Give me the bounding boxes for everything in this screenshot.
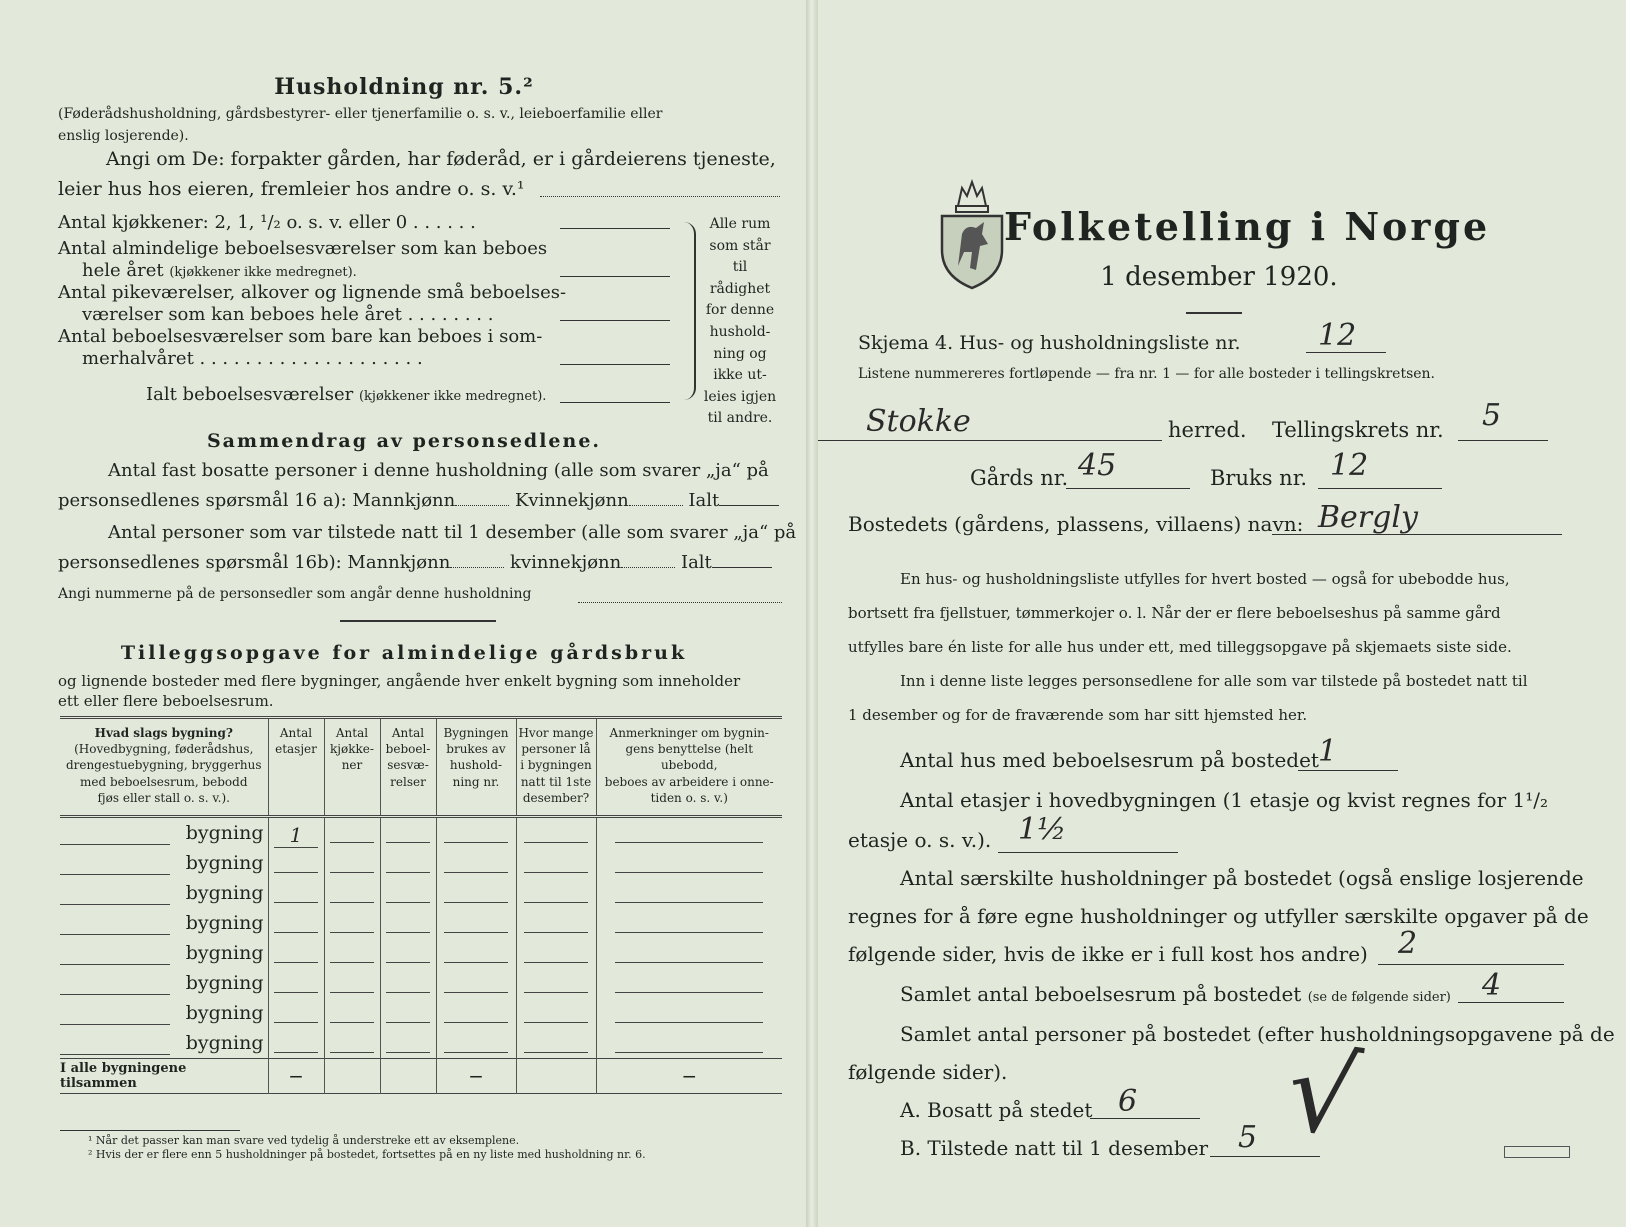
header-text: beboes av arbeidere i onne- xyxy=(604,774,774,789)
cell-value xyxy=(274,1028,318,1053)
header-text: beboel- xyxy=(385,742,431,757)
header-text: kjøkke- xyxy=(330,742,374,757)
building-row xyxy=(60,938,782,968)
brace-note-line: som står til xyxy=(709,237,771,276)
cell-value xyxy=(615,968,763,993)
col-rooms-header xyxy=(380,718,436,817)
col-kitchens-cell xyxy=(324,908,380,938)
header-text: (Hovedbygning, føderådshus, xyxy=(74,742,254,757)
header-text: gens benyttelse (helt ubebodd, xyxy=(625,742,754,773)
angi-answer-line xyxy=(540,196,780,197)
instruction-4: Inn i denne liste legges personsedlene for alle som var tilstede på bostedet natt til xyxy=(900,672,1528,690)
col-floors-cell xyxy=(268,817,324,849)
kjokken-answer xyxy=(560,228,670,229)
col-kitchens-cell xyxy=(324,938,380,968)
saer-line xyxy=(1378,964,1564,965)
cell-value xyxy=(274,938,318,963)
brace-note-line: til andre. xyxy=(707,410,773,427)
hus-label: Antal hus med beboelsesrum på bostedet xyxy=(900,748,1319,772)
building-row xyxy=(60,968,782,998)
col-remarks-cell xyxy=(596,848,782,878)
alm-line-1: Antal almindelige beboelsesværelser som kan beboes xyxy=(58,238,548,259)
footnote-divider xyxy=(60,1130,240,1131)
cell-value xyxy=(330,998,374,1023)
header-text: Hvad slags bygning? xyxy=(94,726,233,740)
cell-value: 1 xyxy=(274,823,318,848)
building-total-row xyxy=(60,1059,782,1094)
bosatt-label: A. Bosatt på stedet xyxy=(900,1098,1093,1122)
gards-value: 45 xyxy=(1078,448,1117,483)
samlet-rum-value: 4 xyxy=(1482,968,1502,1003)
kjokken-line: Antal kjøkkener: 2, 1, ¹/₂ o. s. v. eller 0 . . . . . . xyxy=(58,212,476,233)
header-text: med beboelsesrum, bebodd xyxy=(79,774,248,789)
building-row xyxy=(60,817,782,849)
col-floors-cell xyxy=(268,878,324,908)
bruks-value: 12 xyxy=(1330,448,1369,483)
brace-note-line: rådighet xyxy=(709,280,771,297)
cell-value xyxy=(524,938,587,963)
building-row-label: bygning xyxy=(60,938,268,968)
instruction-5: 1 desember og for de fraværende som har sitt hjemsted her. xyxy=(848,706,1308,724)
cell-value xyxy=(274,968,318,993)
total-cell: — xyxy=(268,1059,324,1094)
header-text: ning nr. xyxy=(452,774,500,789)
brace xyxy=(684,222,696,400)
col-floors-cell xyxy=(268,998,324,1028)
brace-note-line: leies igjen xyxy=(703,388,777,405)
col-household-nr-cell xyxy=(436,1028,516,1059)
left-page xyxy=(0,0,808,1227)
col-household-nr-cell xyxy=(436,998,516,1028)
header-text: natt til 1ste xyxy=(520,774,592,789)
cell-value xyxy=(444,938,507,963)
col-rooms-cell xyxy=(380,998,436,1028)
col-building-type-header xyxy=(60,718,268,817)
col-remarks-cell xyxy=(596,817,782,849)
tilstede-line xyxy=(1210,1156,1320,1157)
col-remarks-cell xyxy=(596,908,782,938)
building-row xyxy=(60,908,782,938)
samlet-rum-line-underline xyxy=(1458,1002,1564,1003)
cell-value xyxy=(444,818,507,843)
col-kitchens-cell xyxy=(324,1028,380,1059)
footnote-2: ² Hvis der er flere enn 5 husholdninger på bostedet, fortsettes på en ny liste med husholdning nr. 6. xyxy=(88,1148,646,1161)
cell-value xyxy=(386,998,430,1023)
col-kitchens-cell xyxy=(324,998,380,1028)
brace-note-line: for denne xyxy=(705,302,775,319)
building-table xyxy=(60,716,782,1094)
brace-note-line: ning og xyxy=(713,345,767,362)
header-text: etasjer xyxy=(275,742,317,757)
cell-value xyxy=(386,908,430,933)
building-row xyxy=(60,848,782,878)
col-household-nr-cell xyxy=(436,968,516,998)
header-text: Antal xyxy=(279,726,313,740)
sammendrag-heading: Sammendrag av personsedlene. xyxy=(206,430,602,452)
col-rooms-cell xyxy=(380,848,436,878)
header-text: Antal xyxy=(335,726,369,740)
samlet-pers-line-2: følgende sider). xyxy=(848,1060,1008,1084)
cell-value xyxy=(330,848,374,873)
bosatt-value: 6 xyxy=(1118,1084,1138,1119)
fast-line-2: personsedlenes spørsmål 16 a): Mannkjønn Kvinnekjønn Ialt xyxy=(58,490,779,511)
household-intro: (Føderådshusholdning, gårdsbestyrer- eller tjenerfamilie o. s. v., leieboerfamilie eller xyxy=(58,106,663,122)
col-kitchens-cell xyxy=(324,968,380,998)
etasjer-line xyxy=(998,852,1178,853)
listene-note: Listene nummereres fortløpende — fra nr. 1 — for alle bosteder i tellingskretsen. xyxy=(858,366,1436,382)
cell-value xyxy=(386,938,430,963)
hus-line xyxy=(1298,770,1398,771)
brace-note-line: hushold- xyxy=(709,323,771,340)
cell-value xyxy=(330,878,374,903)
til-line-2: personsedlenes spørsmål 16b): Mannkjønn kvinnekjønn Ialt xyxy=(58,552,772,573)
cell-value xyxy=(274,848,318,873)
cell-value xyxy=(524,998,587,1023)
cell-value xyxy=(330,1028,374,1053)
alm-line-2: hele året (kjøkkener ikke medregnet). xyxy=(82,260,357,281)
gards-line xyxy=(1066,488,1190,489)
krets-value: 5 xyxy=(1482,398,1502,433)
building-row-label: bygning xyxy=(60,998,268,1028)
instruction-2: bortsett fra fjellstuer, tømmerkojer o. l. Når der er flere beboelseshus på samme gård xyxy=(848,604,1501,622)
cell-value xyxy=(615,818,763,843)
cell-value xyxy=(524,818,587,843)
alm-answer xyxy=(560,276,670,277)
skjema-number-line xyxy=(1306,352,1386,353)
col-kitchens-header xyxy=(324,718,380,817)
pike-answer xyxy=(560,320,670,321)
header-text: fjøs eller stall o. s. v.). xyxy=(97,790,230,805)
header-text: brukes av xyxy=(446,742,506,757)
brace-note-line: ikke ut- xyxy=(713,367,767,384)
sommer-answer xyxy=(560,364,670,365)
col-kitchens-cell xyxy=(324,817,380,849)
col-remarks-cell xyxy=(596,1028,782,1059)
sommer-line-1: Antal beboelsesværelser som bare kan beboes i som- xyxy=(58,326,543,347)
col-remarks-cell xyxy=(596,938,782,968)
building-table-header xyxy=(60,718,782,817)
header-text: Hvor mange xyxy=(518,726,594,740)
col-persons-cell xyxy=(516,878,596,908)
col-floors-cell xyxy=(268,908,324,938)
coat-of-arms-icon xyxy=(936,172,1008,292)
building-row xyxy=(60,1028,782,1059)
col-floors-cell xyxy=(268,938,324,968)
cell-value xyxy=(274,878,318,903)
header-text: personer lå xyxy=(521,742,591,757)
col-household-nr-cell xyxy=(436,908,516,938)
col-rooms-cell xyxy=(380,968,436,998)
saer-line-3: følgende sider, hvis de ikke er i full kost hos andre) xyxy=(848,942,1368,966)
cell-value xyxy=(274,998,318,1023)
herred-line xyxy=(818,440,1162,441)
header-text: Anmerkninger om bygnin- xyxy=(609,726,769,740)
right-page xyxy=(818,0,1626,1227)
section-divider xyxy=(340,620,496,622)
cell-value xyxy=(524,968,587,993)
cell-value xyxy=(386,818,430,843)
skjema-line: Skjema 4. Hus- og husholdningsliste nr. xyxy=(858,332,1241,354)
header-text: Bygningen xyxy=(443,726,509,740)
col-persons-cell xyxy=(516,848,596,878)
col-household-nr-cell xyxy=(436,817,516,849)
col-remarks-cell xyxy=(596,878,782,908)
tillegg-line-1: og lignende bosteder med flere bygninger, angående hver enkelt bygning som inneholder xyxy=(58,672,741,690)
krets-label: Tellingskrets nr. xyxy=(1272,418,1444,442)
cell-value xyxy=(274,908,318,933)
cell-value xyxy=(444,908,507,933)
saer-line-1: Antal særskilte husholdninger på bostedet (også enslige losjerende xyxy=(900,866,1584,890)
etasjer-value: 1½ xyxy=(1018,812,1067,847)
col-floors-header xyxy=(268,718,324,817)
col-persons-header xyxy=(516,718,596,817)
til-line-1: Antal personer som var tilstede natt til 1 desember (alle som svarer „ja“ på xyxy=(108,522,797,543)
cell-value xyxy=(330,908,374,933)
building-row-label: bygning xyxy=(60,1028,268,1059)
footnote-1: ¹ Når det passer kan man svare ved tydelig å understreke ett av eksemplene. xyxy=(88,1134,520,1147)
instruction-3: utfylles bare én liste for alle hus under ett, med tilleggsopgave på skjemaets siste side. xyxy=(848,638,1512,656)
cell-value xyxy=(615,1028,763,1053)
saer-line-2: regnes for å føre egne husholdninger og utfyller særskilte opgaver på de xyxy=(848,904,1589,928)
ialt-line: Ialt beboelsesværelser (kjøkkener ikke medregnet). xyxy=(146,384,547,405)
total-cell: — xyxy=(596,1059,782,1094)
total-cell: — xyxy=(436,1059,516,1094)
col-household-nr-cell xyxy=(436,848,516,878)
col-persons-cell xyxy=(516,817,596,849)
col-remarks-header xyxy=(596,718,782,817)
col-persons-cell xyxy=(516,998,596,1028)
herred-label: herred. xyxy=(1168,418,1247,442)
building-row-label: bygning xyxy=(60,908,268,938)
col-persons-cell xyxy=(516,968,596,998)
building-row-label: bygning xyxy=(60,848,268,878)
nummere-answer xyxy=(578,602,782,603)
col-persons-cell xyxy=(516,938,596,968)
col-household-nr-header xyxy=(436,718,516,817)
col-kitchens-cell xyxy=(324,848,380,878)
pike-line-2: værelser som kan beboes hele året . . . . . . . . xyxy=(82,304,494,325)
building-row-label: bygning xyxy=(60,817,268,849)
col-rooms-cell xyxy=(380,908,436,938)
cell-value xyxy=(524,878,587,903)
cell-value xyxy=(444,848,507,873)
col-household-nr-cell xyxy=(436,878,516,908)
col-floors-cell xyxy=(268,1028,324,1059)
header-text: drengestuebygning, bryggerhus xyxy=(65,758,262,773)
brace-note xyxy=(700,214,780,430)
bruks-line xyxy=(1318,488,1442,489)
building-row xyxy=(60,878,782,908)
title-divider xyxy=(1186,312,1242,314)
saer-value: 2 xyxy=(1398,926,1418,961)
cell-value xyxy=(444,998,507,1023)
nummere-line: Angi nummerne på de personsedler som angår denne husholdning xyxy=(58,586,532,602)
col-rooms-cell xyxy=(380,938,436,968)
total-cell xyxy=(516,1059,596,1094)
tillegg-line-2: ett eller flere beboelsesrum. xyxy=(58,692,274,710)
bosted-line xyxy=(1272,534,1562,535)
bosted-label: Bostedets (gårdens, plassens, villaens) navn: xyxy=(848,512,1304,536)
etasjer-line-2: etasje o. s. v.). xyxy=(848,828,992,852)
cell-value xyxy=(524,848,587,873)
building-row xyxy=(60,998,782,1028)
bruks-label: Bruks nr. xyxy=(1210,466,1308,490)
date: 1 desember 1920. xyxy=(1100,262,1338,292)
col-floors-cell xyxy=(268,968,324,998)
samlet-rum-line: Samlet antal beboelsesrum på bostedet (se de følgende sider) xyxy=(900,982,1451,1006)
cell-value xyxy=(615,998,763,1023)
header-text: desember? xyxy=(522,790,590,805)
col-rooms-cell xyxy=(380,817,436,849)
gards-label: Gårds nr. xyxy=(970,466,1069,490)
herred-value: Stokke xyxy=(866,404,971,439)
header-text: hushold- xyxy=(449,758,503,773)
title: Folketelling i Norge xyxy=(1004,204,1491,249)
header-text: i bygningen xyxy=(520,758,592,773)
skjema-number-value: 12 xyxy=(1318,318,1357,353)
cell-value xyxy=(386,878,430,903)
samlet-pers-line-1: Samlet antal personer på bostedet (efter husholdningsopgavene på de xyxy=(900,1022,1615,1046)
total-cell xyxy=(380,1059,436,1094)
col-floors-cell xyxy=(268,848,324,878)
cell-value xyxy=(330,818,374,843)
cell-value xyxy=(386,968,430,993)
bosatt-line xyxy=(1090,1118,1200,1119)
cell-value xyxy=(330,938,374,963)
header-text: relser xyxy=(390,774,426,789)
instruction-1: En hus- og husholdningsliste utfylles for hvert bosted — også for ubebodde hus, xyxy=(900,570,1510,588)
tilstede-label: B. Tilstede natt til 1 desember xyxy=(900,1136,1209,1160)
col-remarks-cell xyxy=(596,968,782,998)
col-rooms-cell xyxy=(380,878,436,908)
col-remarks-cell xyxy=(596,998,782,1028)
tilstede-value: 5 xyxy=(1238,1120,1258,1155)
header-text: ner xyxy=(341,758,363,773)
printer-stamp xyxy=(1504,1146,1570,1158)
cell-value xyxy=(330,968,374,993)
cell-value xyxy=(524,1028,587,1053)
cell-value xyxy=(615,938,763,963)
building-row-label: bygning xyxy=(60,968,268,998)
checkmark: √ xyxy=(1279,1025,1367,1163)
cell-value xyxy=(386,848,430,873)
header-text: Antal xyxy=(391,726,425,740)
total-label: I alle bygningene tilsammen xyxy=(60,1061,187,1091)
cell-value xyxy=(615,908,763,933)
cell-value xyxy=(615,848,763,873)
header-text: sesvæ- xyxy=(387,758,429,773)
cell-value xyxy=(444,968,507,993)
pike-line-1: Antal pikeværelser, alkover og lignende små beboelses- xyxy=(58,282,567,303)
cell-value xyxy=(615,878,763,903)
col-persons-cell xyxy=(516,1028,596,1059)
household-intro-2: enslig losjerende). xyxy=(58,128,189,144)
col-rooms-cell xyxy=(380,1028,436,1059)
col-kitchens-cell xyxy=(324,878,380,908)
cell-value xyxy=(524,908,587,933)
cell-value xyxy=(444,878,507,903)
household-heading: Husholdning nr. 5.² xyxy=(274,74,534,100)
col-persons-cell xyxy=(516,908,596,938)
brace-note-line: Alle rum xyxy=(709,216,771,232)
fast-line-1: Antal fast bosatte personer i denne husholdning (alle som svarer „ja“ på xyxy=(108,460,769,481)
tillegg-heading: Tilleggsopgave for almindelige gårdsbruk xyxy=(120,642,688,664)
hus-value: 1 xyxy=(1318,734,1338,769)
total-cell xyxy=(324,1059,380,1094)
krets-line xyxy=(1458,440,1548,441)
col-household-nr-cell xyxy=(436,938,516,968)
bosted-value: Bergly xyxy=(1318,500,1418,535)
building-row-label: bygning xyxy=(60,878,268,908)
angi-line-1: Angi om De: forpakter gården, har føderåd, er i gårdeierens tjeneste, xyxy=(106,148,776,170)
sommer-line-2: merhalvåret . . . . . . . . . . . . . . . . . . . . xyxy=(82,348,423,369)
angi-line-2: leier hus hos eieren, fremleier hos andre o. s. v.¹ xyxy=(58,178,525,200)
header-text: tiden o. s. v.) xyxy=(650,790,728,805)
etasjer-line-1: Antal etasjer i hovedbygningen (1 etasje og kvist regnes for 1¹/₂ xyxy=(900,788,1549,812)
ialt-answer xyxy=(560,402,670,403)
cell-value xyxy=(444,1028,507,1053)
cell-value xyxy=(386,1028,430,1053)
